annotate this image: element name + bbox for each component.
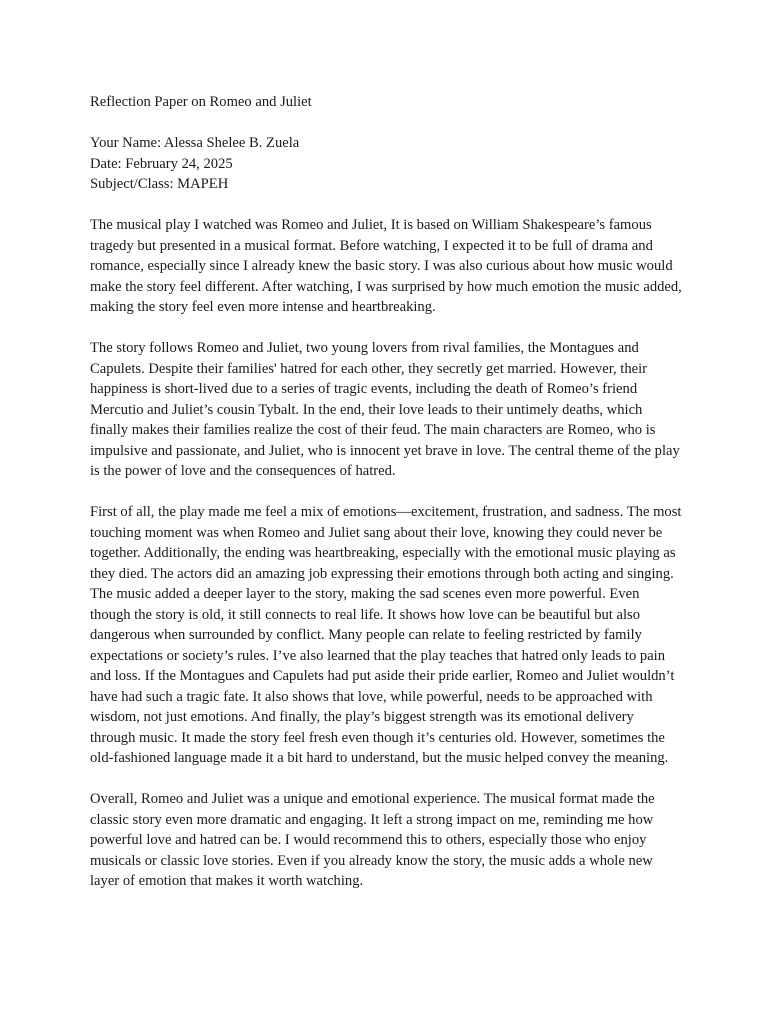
paragraph-summary: The story follows Romeo and Juliet, two young lovers from rival families, the Montagues and Capulets. Despite their families' hatred for each other, they secretly get married. However, their happiness is short-lived due to a series of tragic events, including the death of Romeo’s friend Mercutio and Juliet’s cousin Tybalt. In the end, their love leads to their untimely deaths, which finally makes their families realize the cost of their feud. The main characters are Romeo, who is impulsive and passionate, and Juliet, who is innocent yet brave in love. The central theme of the play is the power of love and the consequences of hatred. [90, 340, 680, 479]
document-body [90, 92, 682, 892]
paragraph-reflection: First of all, the play made me feel a mix of emotions—excitement, frustration, and sadness. The most touching moment was when Romeo and Juliet sang about their love, knowing they could never be together. Additionally, the ending was heartbreaking, especially with the emotional music playing as they died. The actors did an amazing job expressing their emotions through both acting and singing. The music added a deeper layer to the story, making the sad scenes even more powerful. Even though the story is old, it still connects to real life. It shows how love can be beautiful but also dangerous when surrounded by conflict. Many people can relate to feeling restricted by family expectations or society’s rules. I’ve also learned that the play teaches that hatred only leads to pain and loss. If the Montagues and Capulets had put aside their pride earlier, Romeo and Juliet wouldn’t have had such a tragic fate. It also shows that love, while powerful, needs to be approached with wisdom, not just emotions. And finally, the play’s biggest strength was its emotional delivery through music. It made the story feel fresh even though it’s centuries old. However, sometimes the old-fashioned language made it a bit hard to understand, but the music helped convey the meaning. [90, 504, 682, 766]
document-date: Date: February 24, 2025 [90, 155, 233, 172]
author-name: Your Name: Alessa Shelee B. Zuela [90, 135, 300, 151]
paragraph-introduction: The musical play I watched was Romeo and Juliet, It is based on William Shakespeare’s famous tragedy but presented in a musical format. Before watching, I expected it to be full of drama and romance, especially since I already knew the basic story. I was also curious about how music would make the story feel different. After watching, I was surprised by how much emotion the music added, making the story feel even more intense and heartbreaking. [90, 217, 682, 315]
paragraph-conclusion: Overall, Romeo and Juliet was a unique and emotional experience. The musical format made the classic story even more dramatic and engaging. It left a strong impact on me, reminding me how powerful love and hatred can be. I would recommend this to others, especially those who enjoy musicals or classic love stories. Even if you already know the story, the music adds a whole new layer of emotion that makes it worth watching. [90, 791, 655, 889]
document-title: Reflection Paper on Romeo and Juliet [90, 94, 312, 110]
subject-class: Subject/Class: MAPEH [90, 176, 229, 192]
document-meta [90, 133, 682, 195]
